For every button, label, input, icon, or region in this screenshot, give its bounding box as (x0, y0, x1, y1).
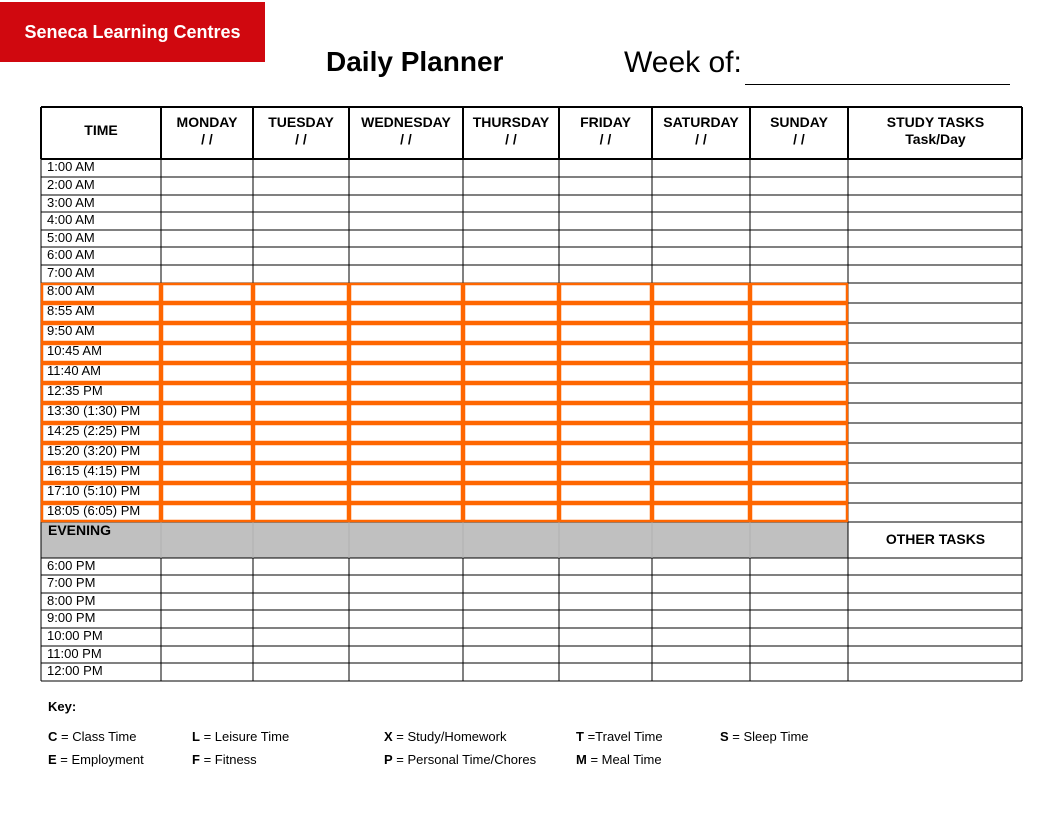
key-text: = Personal Time/Chores (392, 752, 537, 767)
class-block-cell (350, 304, 462, 322)
class-block-cell (350, 504, 462, 521)
time-label: 11:40 AM (47, 363, 101, 378)
class-block-cell (254, 284, 348, 302)
class-block-cell (254, 344, 348, 362)
key-item (192, 729, 289, 744)
time-label: 15:20 (3:20) PM (47, 443, 141, 458)
header-day-thursday (463, 114, 559, 148)
class-block-cell (751, 504, 847, 521)
class-block-cell (162, 404, 252, 422)
class-block-cell (162, 504, 252, 521)
key-text: = Meal Time (586, 752, 662, 767)
key-code: E (48, 752, 57, 767)
class-block-cell (751, 344, 847, 362)
class-block-cell (751, 364, 847, 382)
class-block-cell (254, 484, 348, 502)
time-label: 8:00 AM (47, 283, 95, 298)
class-block-cell (350, 404, 462, 422)
class-block-cell (254, 404, 348, 422)
key-text: =Travel Time (583, 729, 663, 744)
time-label: 14:25 (2:25) PM (47, 423, 141, 438)
class-block-cell (350, 284, 462, 302)
class-block-cell (653, 444, 749, 462)
class-block-cell (350, 464, 462, 482)
day-date[interactable]: / / (400, 131, 412, 147)
key-title: Key: (48, 699, 77, 714)
day-date[interactable]: / / (201, 131, 213, 147)
time-label: 16:15 (4:15) PM (47, 463, 141, 478)
time-label: 7:00 AM (47, 265, 95, 280)
key-text: = Class Time (57, 729, 137, 744)
class-block-cell (560, 324, 651, 342)
day-name: MONDAY (176, 114, 238, 130)
class-block-cell (162, 384, 252, 402)
time-label: 11:00 PM (47, 646, 102, 661)
evening-band (41, 522, 848, 558)
header-day-sunday (750, 114, 848, 148)
class-block-cell (254, 304, 348, 322)
class-block-cell (653, 344, 749, 362)
study-tasks-label: STUDY TASKS (886, 114, 985, 130)
class-block-cell (560, 384, 651, 402)
evening-label: EVENING (48, 522, 112, 538)
class-block-cell (560, 304, 651, 322)
day-date[interactable]: / / (505, 131, 517, 147)
class-block-cell (464, 404, 558, 422)
time-label: 8:55 AM (47, 303, 95, 318)
key-code: S (720, 729, 729, 744)
header-day-saturday (652, 114, 750, 148)
class-block-cell (464, 344, 558, 362)
other-tasks-label: OTHER TASKS (885, 531, 986, 547)
class-block-cell (162, 344, 252, 362)
time-label: 9:50 AM (47, 323, 95, 338)
class-block-cell (560, 424, 651, 442)
time-label: 6:00 PM (47, 558, 96, 573)
class-block-cell (350, 444, 462, 462)
key-item (384, 752, 536, 767)
class-block-cell (751, 424, 847, 442)
time-label: 1:00 AM (47, 159, 95, 174)
class-block-cell (751, 444, 847, 462)
class-block-cell (350, 384, 462, 402)
key-item (384, 729, 506, 744)
class-block-cell (653, 404, 749, 422)
class-block-cell (560, 504, 651, 521)
brand-banner: Seneca Learning Centres (0, 2, 265, 62)
class-block-cell (653, 384, 749, 402)
header-day-monday (161, 114, 253, 148)
key-code: C (48, 729, 58, 744)
time-label: 13:30 (1:30) PM (47, 403, 141, 418)
day-name: FRIDAY (580, 114, 631, 130)
key-code: P (384, 752, 393, 767)
header-time (41, 122, 161, 138)
time-label: 12:00 PM (47, 663, 103, 678)
day-date[interactable]: / / (695, 131, 707, 147)
time-label: 9:00 PM (47, 610, 96, 625)
class-block-cell (653, 464, 749, 482)
class-block-cell (560, 364, 651, 382)
class-block-cell (751, 484, 847, 502)
key-text: = Employment (56, 752, 144, 767)
class-block-cell (254, 444, 348, 462)
day-name: TUESDAY (268, 114, 334, 130)
class-block-cell (751, 304, 847, 322)
class-block-cell (162, 484, 252, 502)
class-block-cell (254, 424, 348, 442)
key-text: = Leisure Time (199, 729, 290, 744)
class-block-cell (464, 304, 558, 322)
day-name: SUNDAY (770, 114, 828, 130)
class-block-cell (751, 284, 847, 302)
study-tasks-sublabel: Task/Day (905, 131, 966, 147)
header-day-tuesday (253, 114, 349, 148)
header-day-wednesday (349, 114, 463, 148)
class-block-cell (560, 404, 651, 422)
class-block-cell (560, 464, 651, 482)
class-block-cell (254, 464, 348, 482)
key-code: M (576, 752, 587, 767)
class-block-cell (162, 364, 252, 382)
class-block-cell (464, 444, 558, 462)
class-block-cell (350, 424, 462, 442)
week-of-label: Week of: (624, 46, 742, 79)
class-block-cell (464, 284, 558, 302)
key-text: = Fitness (199, 752, 257, 767)
key-code: T (576, 729, 584, 744)
key-item (720, 729, 809, 744)
day-date[interactable]: / / (599, 131, 612, 147)
class-block-cell (162, 284, 252, 302)
time-label: 8:00 PM (47, 593, 96, 608)
day-name: WEDNESDAY (361, 114, 451, 130)
key-item (576, 752, 662, 767)
key-item (48, 752, 144, 767)
class-block-cell (560, 284, 651, 302)
class-block-cell (464, 324, 558, 342)
time-label: 10:45 AM (47, 343, 102, 358)
time-label: 10:00 PM (47, 628, 103, 643)
class-block-cell (162, 424, 252, 442)
class-block-cell (254, 324, 348, 342)
class-block-cell (653, 484, 749, 502)
time-label: 5:00 AM (47, 230, 95, 245)
class-block-cell (162, 304, 252, 322)
day-name: SATURDAY (663, 114, 739, 130)
class-block-cell (350, 484, 462, 502)
class-block-cell (350, 364, 462, 382)
class-block-cell (350, 324, 462, 342)
key-text: = Study/Homework (392, 729, 507, 744)
key-text: = Sleep Time (728, 729, 809, 744)
class-block-cell (653, 324, 749, 342)
day-date[interactable]: / / (793, 131, 805, 147)
time-label: 6:00 AM (47, 247, 95, 262)
key-item (576, 729, 663, 744)
class-block-cell (751, 404, 847, 422)
class-block-cell (560, 344, 651, 362)
class-block-cell (653, 364, 749, 382)
time-label: 12:35 PM (47, 383, 103, 398)
class-block-cell (751, 384, 847, 402)
page-title: Daily Planner (326, 46, 504, 77)
class-block-cell (464, 484, 558, 502)
class-block-cell (162, 324, 252, 342)
class-block-cell (464, 504, 558, 521)
class-block-cell (464, 424, 558, 442)
time-label: 17:10 (5:10) PM (47, 483, 141, 498)
class-block-cell (653, 304, 749, 322)
header-time-label: TIME (84, 122, 118, 138)
key-item (192, 752, 257, 767)
class-block-cell (560, 444, 651, 462)
time-label: 2:00 AM (47, 177, 95, 192)
time-label: 18:05 (6:05) PM (47, 503, 141, 518)
class-block-cell (464, 364, 558, 382)
time-label: 3:00 AM (47, 195, 95, 210)
class-block-cell (162, 464, 252, 482)
class-block-cell (653, 424, 749, 442)
class-block-cell (162, 444, 252, 462)
header-study-tasks (849, 114, 1022, 148)
time-label: 4:00 AM (47, 212, 95, 227)
class-block-cell (751, 464, 847, 482)
class-block-cell (751, 324, 847, 342)
class-block-cell (464, 464, 558, 482)
key-code: X (384, 729, 393, 744)
class-block-cell (560, 484, 651, 502)
class-block-cell (254, 384, 348, 402)
time-label: 7:00 PM (47, 575, 96, 590)
class-block-cell (464, 384, 558, 402)
class-block-cell (350, 344, 462, 362)
class-block-cell (254, 504, 348, 521)
header-day-friday (559, 114, 652, 148)
day-name: THURSDAY (472, 114, 550, 130)
key-item (48, 729, 137, 744)
day-date[interactable]: / / (295, 131, 307, 147)
class-block-cell (653, 504, 749, 521)
class-block-cell (653, 284, 749, 302)
key-code: L (192, 729, 200, 744)
key-code: F (192, 752, 200, 767)
class-block-cell (254, 364, 348, 382)
